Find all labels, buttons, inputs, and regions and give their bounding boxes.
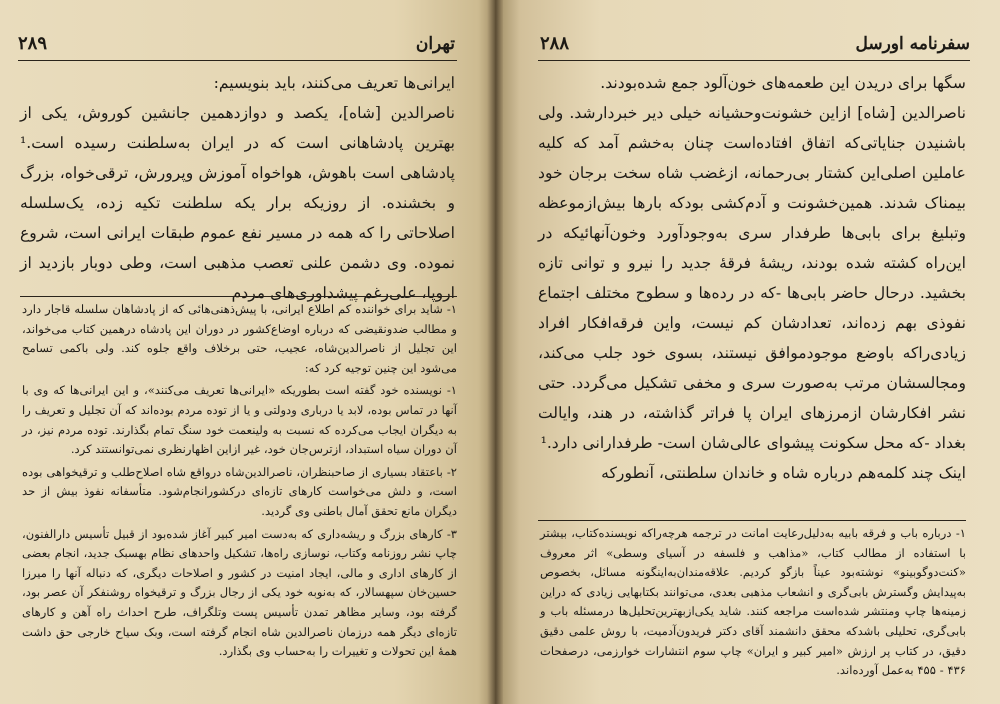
left-footnote-2: ۱- نویسنده خود گفته است بطوریکه «ایرانی‌ها تعریف می‌کنند»، و این ایرانی‌ها که وی با آنها در تماس بوده، لابد یا درباری ودولتی و یا از توده مردم بوده‌اند که آن تجلیل و تعریف را به دیگران ایجاب می‌کرده که نسبت به ولینعمت خود سنگ تمام بگذارند. توده مردم نیز، در آن دوران سیاه استبداد، ازترس‌جان خود، غیر ازاین اظهارنظری نمی‌توانستند کرد.	[22, 383, 457, 457]
left-footnote-4: ۳- کارهای بزرگ و ریشه‌داری که به‌دست امیر کبیر آغاز شده‌بود از قبیل تأسیس دارالفنون، چاپ نشر روزنامه وکتاب، نوسازی راه‌ها، تشکیل واحدهای نظام بهسبک جدید، انجام بعضی از کارهای اداری و مالی، ایجاد امنیت در کشور و اصلاحات دیگری، که دنباله آنها را میرزا حسین‌خان سپهسالار، که به‌نوبه خود یکی از رجال بزرگ و ترقیخواه روشنفکر آن عصر بود، گرفته بود، وسایر مظاهر تمدن تأسیس پست وتلگراف، طرح احداث راه آهن و کارهای تازه‌ای دیگر همه درزمان ناصرالدین شاه انجام گرفته است، وبک سیاح خارجی حق داشت همهٔ این تحولات و تغییرات را به‌حساب وی بگذارد.	[22, 526, 457, 659]
right-paragraph-2: ناصرالدین [شاه] ازاین خشونت‌وحشیانه خیلی دیر خبردارشد. ولی باشنیدن جنایاتی‌که اتفاق افتاده‌است چنان به‌خشم آمد که کلیه عاملین اصلی‌این کشتار بی‌رحمانه، ازغضب شاه سخت برجان خود بیمناک شدند. همین‌خشونت و آدم‌کشی بودکه بارها بیش‌ازموعظه وتبلیغ برای بابی‌ها طرفدار سری به‌وجودآورد وخون‌آنهائیکه در این‌راه کشته شده بودند، ریشهٔ فرقهٔ جدید را نیرو و توانی تازه بخشید. درحال حاضر بابی‌ها -که در رده‌ها و سطوح مختلف اجتماع نفوذی بهم زده‌اند، تعدادشان کم نیست، واین فرقه‌افکار افراد زیادی‌راکه باوضع موجودموافق نیستند، بسوی خود جلب می‌کند، ومجالسشان مرتب به‌صورت سری و مخفی تشکیل می‌گردد. حتی نشر افکارشان ازمرزهای ایران پا فراتر گذاشته، در هند، وایالت بغداد -که محل سکونت پیشوای عالی‌شان است- طرفدارانی دارد.¹	[538, 104, 966, 452]
right-paragraph-1: سگها برای دریدن این طعمه‌های خون‌آلود جمع شده‌بودند.	[600, 74, 966, 92]
right-footnotes	[540, 524, 966, 700]
left-paragraph-1: ایرانی‌ها تعریف می‌کنند، باید بنویسیم:	[213, 74, 455, 92]
book-gutter	[487, 0, 503, 704]
left-page-header	[18, 10, 455, 54]
left-page-number: ۲۸۹	[18, 33, 48, 54]
left-page	[0, 0, 493, 704]
left-footnote-3: ۲- باعتقاد بسیاری از صاحبنظران، ناصرالدین‌شاه درواقع شاه اصلاح‌طلب و ترقیخواهی بوده است، و دلش می‌خواست کارهای تازه‌ای درکشورانجام‌شود. متأسفانه نفوذ بیش از حد دیگران مانع تحقق آمال باطنی وی گردید.	[22, 464, 457, 518]
right-footnote-rule	[538, 520, 966, 521]
left-footnote-rule	[20, 296, 457, 297]
left-footnotes	[22, 300, 457, 700]
left-footnote-1: ۱- شاید برای خواننده کم اطلاع ایرانی، با پیش‌ذهنی‌هائی که از پادشاهان سلسله قاجار دارد و مطالب ضدونقیضی که درباره اوضاع‌کشور در دوران این پادشاه درهمین کتاب می‌خواند، این تجلیل از ناصرالدین‌شاه، عجیب، حتی برخلاف واقع جلوه کند. ولی باکمی تسامح می‌شود این چنین توجیه کرد که:	[22, 302, 457, 375]
right-header-title: سفرنامه اورسل	[855, 34, 970, 54]
left-paragraph-2: ناصرالدین [شاه]، یکصد و دوازدهمین جانشین کوروش، یکی از بهترین پادشاهانی است که در ایران به‌سلطنت رسیده است.¹ پادشاهی است باهوش، هواخواه آموزش وپرورش، ترقی‌خواه، بزرگ و بخشنده. از روزیکه برار یکه سلطنت تکیه زده، یک‌سلسله اصلاحاتی را که همه در مسیر نفع عموم طبقات ایرانی است، شروع نموده. وی دشمن علنی تعصب مذهبی است، وطی دوبار بازدید از اروپا، علی‌رغم پیشداوری‌های مردم	[20, 104, 455, 302]
left-header-title: تهران	[415, 34, 455, 54]
right-page-header	[540, 10, 970, 54]
right-page	[500, 0, 1000, 704]
right-body-text	[538, 68, 966, 520]
right-paragraph-3: اینک چند کلمه‌هم درباره شاه و خاندان سلطنتی، آنطورکه	[601, 464, 966, 482]
right-footnote-1: ۱- درباره باب و فرقه بابیه به‌دلیل‌رعایت امانت در ترجمه هرچه‌راکه نویسنده‌کتاب، بیشتر با استفاده از مطالب کتاب، «مذاهب و فلسفه در آسیای وسطی» اثر معروف «کنت‌دوگوبینو» نوشته‌بود عیناً بازگو کردیم. علاقه‌مندان‌به‌اینگونه مسائل، بخصوص به‌پیدایش وگسترش بابی‌گری و انشعاب مذهبی بعدی، می‌توانند بکتابهایی زیادی که دراین زمینه‌ها چاپ ومنتشر شده‌است مراجعه کنند. شاید یکی‌ازبهترین‌تحلیل‌ها درمسئله باب و بابی‌گری، تحلیلی باشدکه محقق دانشمند آقای دکتر فریدون‌آدمیت، با روش علمی دقیق دقیق، در کتاب پر ارزش «امیر کبیر و ایران» چاپ سوم انتشارات خوارزمی، درصفحات ۴۳۶ - ۴۵۵ به‌عمل آورده‌اند.	[540, 526, 966, 678]
right-header-rule	[538, 60, 970, 61]
left-header-rule	[18, 60, 457, 61]
left-body-text	[20, 68, 455, 302]
right-page-number: ۲۸۸	[540, 33, 570, 54]
